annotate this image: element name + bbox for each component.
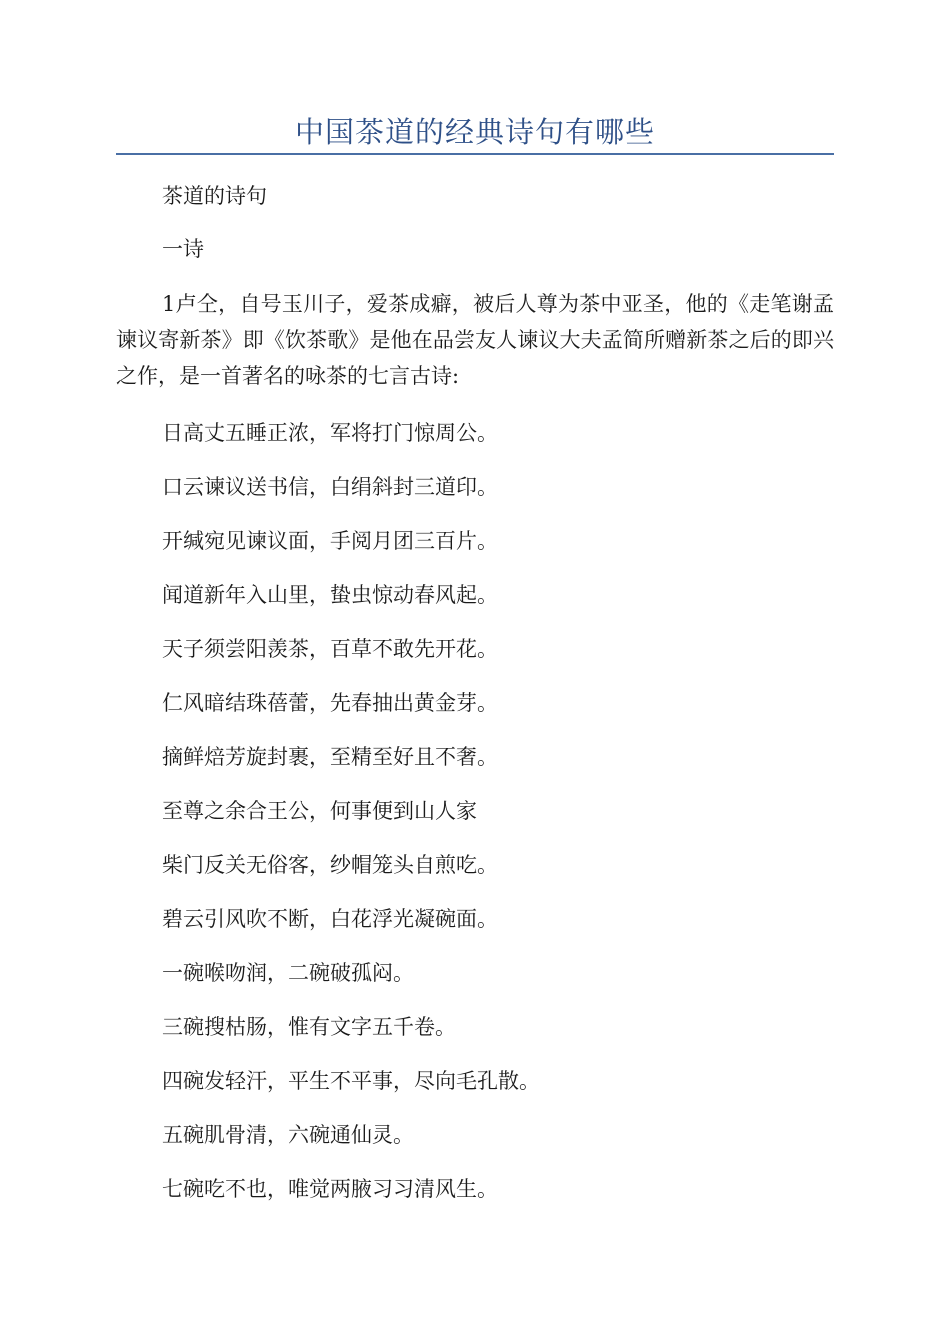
poem-line: 碧云引风吹不断，白花浮光凝碗面。: [162, 907, 498, 931]
poem-line: 口云谏议送书信，白绢斜封三道印。: [162, 475, 498, 499]
document-title: 中国茶道的经典诗句有哪些: [294, 115, 655, 149]
poem-line: 三碗搜枯肠，惟有文字五千卷。: [162, 1015, 456, 1039]
section-paragraph: 一诗: [162, 237, 204, 261]
poem-line: 闻道新年入山里，蛰虫惊动春风起。: [162, 583, 498, 607]
poem-line: 至尊之余合王公，何事便到山人家: [162, 799, 477, 823]
poem-line: 五碗肌骨清，六碗通仙灵。: [162, 1123, 414, 1147]
heading-paragraph: 茶道的诗句: [162, 184, 267, 208]
poem-line: 开缄宛见谏议面，手阅月团三百片。: [162, 529, 498, 553]
poem-line: 仁风暗结珠蓓蕾，先春抽出黄金芽。: [162, 691, 498, 715]
poem-line: 四碗发轻汗，平生不平事，尽向毛孔散。: [162, 1069, 540, 1093]
poem-line: 柴门反关无俗客，纱帽笼头自煎吃。: [162, 853, 498, 877]
poem-line: 天子须尝阳羡茶，百草不敢先开花。: [162, 637, 498, 661]
poem-line: 七碗吃不也，唯觉两腋习习清风生。: [162, 1177, 498, 1201]
poem-line: 日高丈五睡正浓，军将打门惊周公。: [162, 421, 498, 445]
title-underline: [116, 153, 834, 155]
poem-line: 一碗喉吻润，二碗破孤闷。: [162, 961, 414, 985]
intro-paragraph: 1卢仝，自号玉川子，爱茶成癖，被后人尊为茶中亚圣，他的《走笔谢孟谏议寄新茶》即《饮茶歌》是他在品尝友人谏议大夫孟简所赠新茶之后的即兴之作，是一首著名的咏茶的七言古诗:: [116, 292, 834, 388]
poem-line: 摘鲜焙芳旋封裹，至精至好且不奢。: [162, 745, 498, 769]
